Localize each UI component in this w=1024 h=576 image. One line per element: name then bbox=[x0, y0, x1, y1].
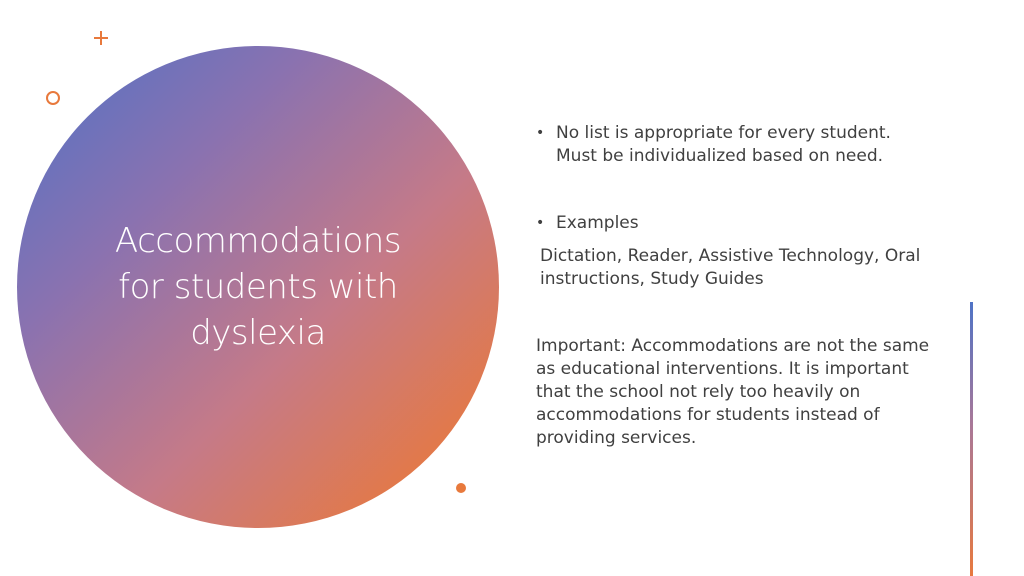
bullet-item bbox=[536, 212, 936, 235]
accent-line bbox=[970, 302, 973, 576]
important-note: Important: Accommodations are not the same as educational interventions. It is important that the school not rely too heavily on accommodations for students instead of providing services. bbox=[536, 336, 930, 448]
bullet-dot-icon: • bbox=[536, 125, 545, 141]
dot-icon bbox=[456, 483, 466, 493]
bullet-item bbox=[536, 122, 936, 168]
plus-icon bbox=[94, 31, 108, 45]
ring-icon bbox=[46, 91, 60, 105]
slide-content bbox=[536, 122, 936, 450]
bullet-dot-icon: • bbox=[536, 215, 545, 231]
slide-title: Accommodations for students with dyslexia bbox=[114, 221, 402, 353]
bullet-text: Examples bbox=[556, 213, 639, 233]
bullet-text: No list is appropriate for every student. Must be individualized based on need. bbox=[556, 123, 891, 166]
examples-text: Dictation, Reader, Assistive Technology, Oral instructions, Study Guides bbox=[540, 246, 921, 289]
